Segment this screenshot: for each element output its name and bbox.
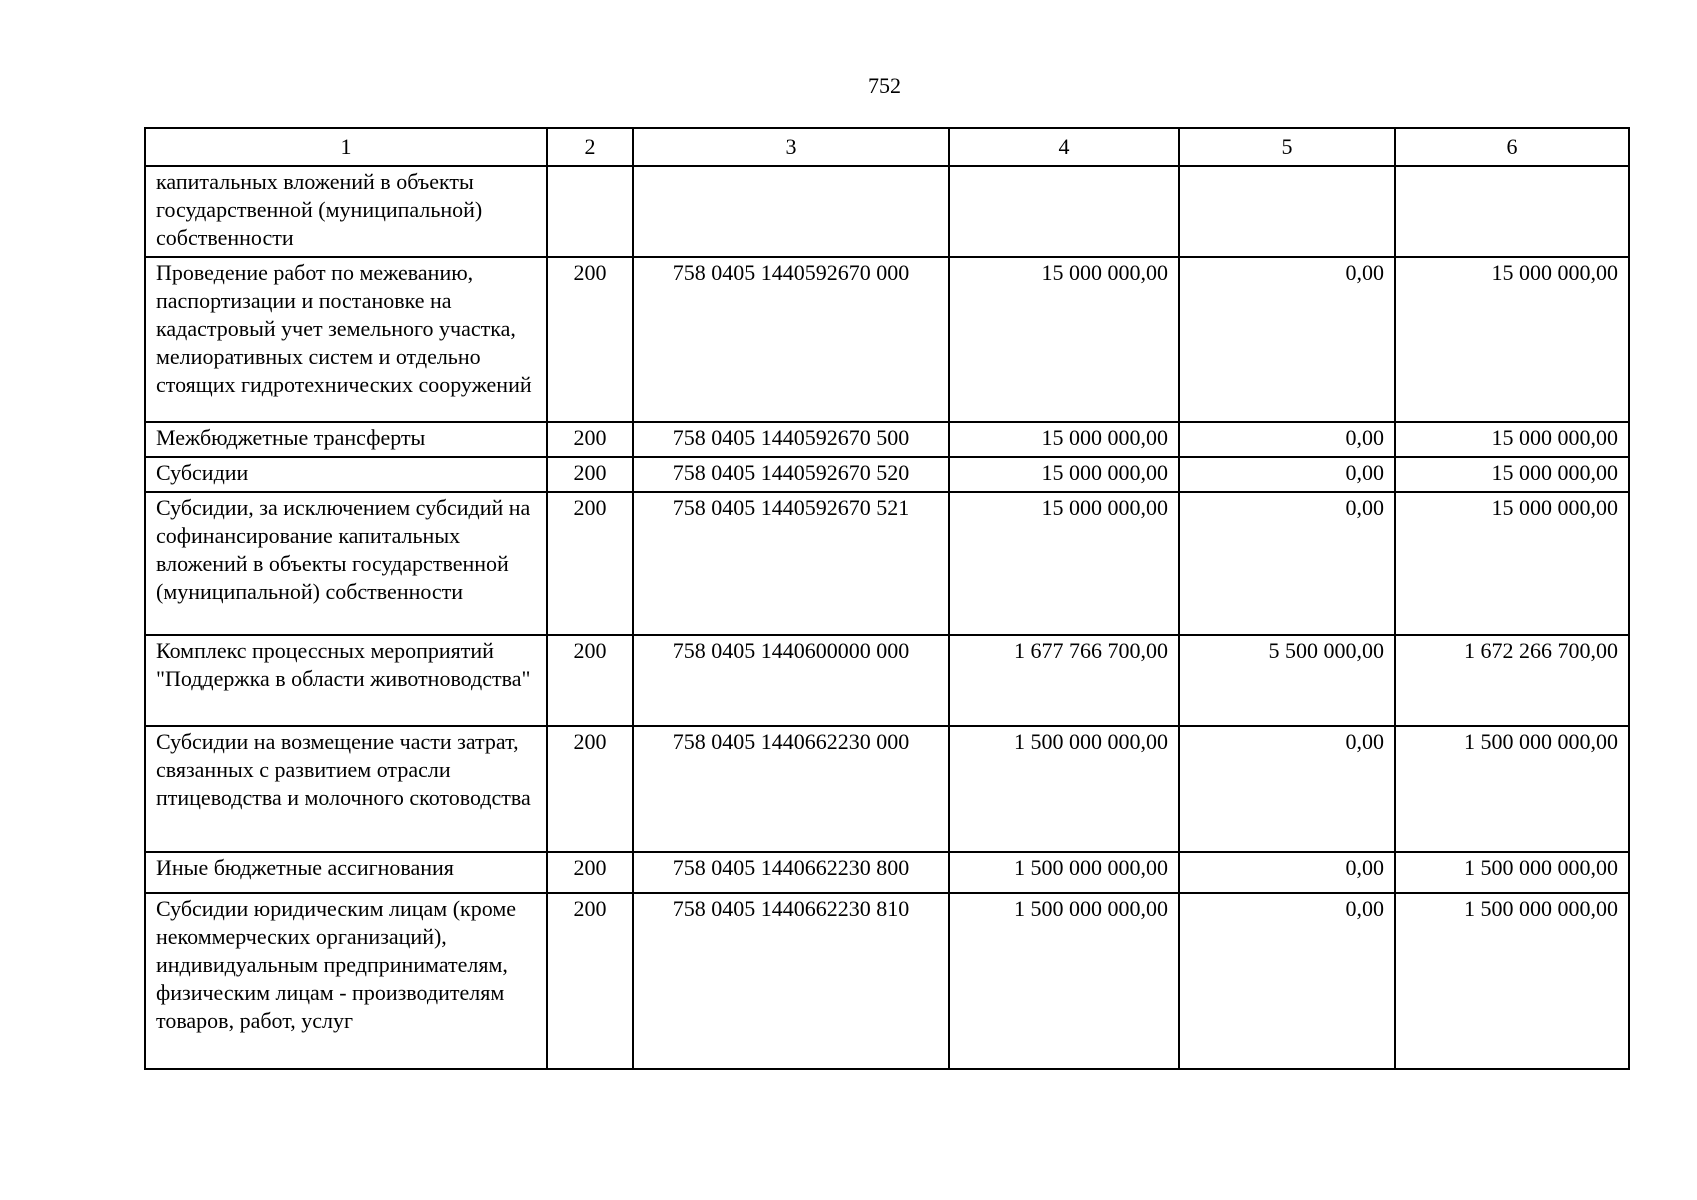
row-amount-4: 15 000 000,00: [949, 457, 1179, 492]
column-header-3: 3: [633, 128, 949, 166]
row-name: Субсидии на возмещение части затрат, связанных с развитием отрасли птицеводства и молочного скотоводства: [145, 726, 547, 852]
row-name: Межбюджетные трансферты: [145, 422, 547, 457]
row-name: Субсидии, за исключением субсидий на софинансирование капитальных вложений в объекты государственной (муниципальной) собственности: [145, 492, 547, 635]
row-code: 758 0405 1440592670 000: [633, 257, 949, 422]
row-name: Иные бюджетные ассигнования: [145, 852, 547, 893]
row-kind: [547, 166, 633, 257]
row-name: Субсидии юридическим лицам (кроме некоммерческих организаций), индивидуальным предпринимателям, физическим лицам - производителям товаров, работ, услуг: [145, 893, 547, 1069]
page-number: 752: [868, 73, 901, 98]
row-kind: 200: [547, 726, 633, 852]
row-amount-6: 1 500 000 000,00: [1395, 852, 1629, 893]
column-header-4: 4: [949, 128, 1179, 166]
table-row: [145, 166, 1629, 257]
row-amount-6: 1 672 266 700,00: [1395, 635, 1629, 726]
row-amount-6: 15 000 000,00: [1395, 422, 1629, 457]
table-row: [145, 422, 1629, 457]
column-header-2: 2: [547, 128, 633, 166]
row-code: 758 0405 1440662230 810: [633, 893, 949, 1069]
row-name: Проведение работ по межеванию, паспортизации и постановке на кадастровый учет земельного участка, мелиоративных систем и отдельно стоящих гидротехнических сооружений: [145, 257, 547, 422]
row-code: 758 0405 1440592670 521: [633, 492, 949, 635]
table-row: [145, 257, 1629, 422]
table-row: [145, 457, 1629, 492]
row-amount-6: 15 000 000,00: [1395, 457, 1629, 492]
budget-table: [144, 127, 1630, 1070]
row-code: 758 0405 1440592670 520: [633, 457, 949, 492]
row-amount-5: 0,00: [1179, 422, 1395, 457]
table-row: [145, 635, 1629, 726]
row-code: 758 0405 1440600000 000: [633, 635, 949, 726]
table-row: [145, 492, 1629, 635]
column-header-1: 1: [145, 128, 547, 166]
row-name: Субсидии: [145, 457, 547, 492]
row-name: Комплекс процессных мероприятий "Поддержка в области животноводства": [145, 635, 547, 726]
row-amount-5: 0,00: [1179, 492, 1395, 635]
row-kind: 200: [547, 422, 633, 457]
row-amount-5: 0,00: [1179, 852, 1395, 893]
row-amount-5: [1179, 166, 1395, 257]
row-code: 758 0405 1440662230 000: [633, 726, 949, 852]
table-row: [145, 893, 1629, 1069]
row-amount-4: 15 000 000,00: [949, 257, 1179, 422]
row-kind: 200: [547, 893, 633, 1069]
row-kind: 200: [547, 257, 633, 422]
row-amount-6: 15 000 000,00: [1395, 492, 1629, 635]
row-kind: 200: [547, 492, 633, 635]
row-amount-6: 1 500 000 000,00: [1395, 726, 1629, 852]
header-row: [145, 128, 1629, 166]
row-amount-4: 1 500 000 000,00: [949, 893, 1179, 1069]
row-kind: 200: [547, 635, 633, 726]
row-amount-5: 0,00: [1179, 257, 1395, 422]
row-amount-6: [1395, 166, 1629, 257]
row-amount-4: 1 500 000 000,00: [949, 852, 1179, 893]
row-kind: 200: [547, 457, 633, 492]
row-code: [633, 166, 949, 257]
row-amount-4: [949, 166, 1179, 257]
row-code: 758 0405 1440662230 800: [633, 852, 949, 893]
row-amount-4: 15 000 000,00: [949, 492, 1179, 635]
row-amount-6: 15 000 000,00: [1395, 257, 1629, 422]
column-header-6: 6: [1395, 128, 1629, 166]
table-row: [145, 852, 1629, 893]
row-amount-5: 0,00: [1179, 457, 1395, 492]
row-code: 758 0405 1440592670 500: [633, 422, 949, 457]
table-row: [145, 726, 1629, 852]
row-name: капитальных вложений в объекты государственной (муниципальной) собственности: [145, 166, 547, 257]
row-amount-4: 15 000 000,00: [949, 422, 1179, 457]
row-amount-5: 0,00: [1179, 893, 1395, 1069]
row-amount-4: 1 677 766 700,00: [949, 635, 1179, 726]
row-amount-5: 0,00: [1179, 726, 1395, 852]
row-kind: 200: [547, 852, 633, 893]
column-header-5: 5: [1179, 128, 1395, 166]
row-amount-6: 1 500 000 000,00: [1395, 893, 1629, 1069]
row-amount-5: 5 500 000,00: [1179, 635, 1395, 726]
row-amount-4: 1 500 000 000,00: [949, 726, 1179, 852]
